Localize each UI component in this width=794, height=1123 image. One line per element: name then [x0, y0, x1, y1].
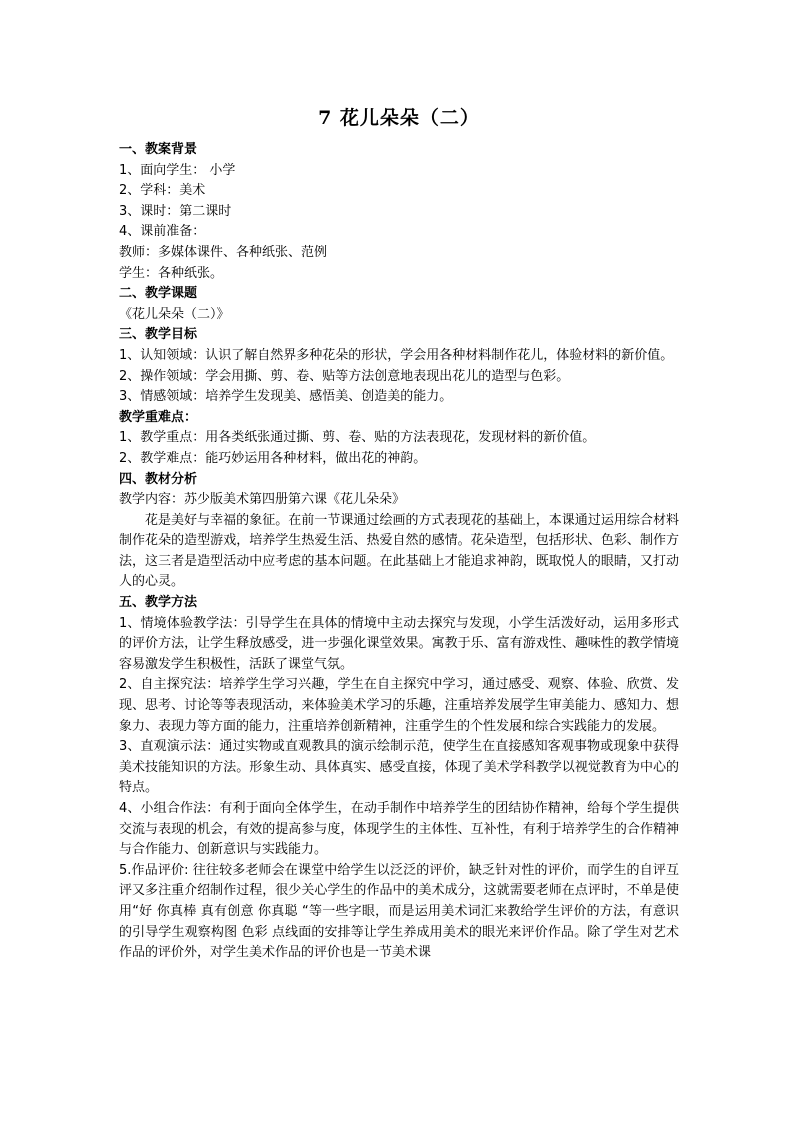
section-heading-methods: 五、教学方法	[119, 595, 198, 611]
method-self-inquiry: 2、自主探究法：培养学生学习兴趣，学生在自主探究中学习，通过感受、观察、体验、欣赏、发现、思考、讨论等等表现活动，来体验美术学习的乐趣，注重培养发展学生审美能力、感知力、想象力、表现力等方面的能力，注重培养创新精神，注重学生的个性发展和综合实践能力的发展。	[119, 677, 679, 734]
objective-operation: 2、操作领域：学会用撕、剪、卷、贴等方法创意地表现出花儿的造型与色彩。	[119, 368, 570, 384]
topic-line: 《花儿朵朵（二）》	[119, 306, 230, 322]
document-page	[119, 104, 679, 964]
teacher-prep-line: 教师：多媒体课件、各种纸张、范例	[119, 244, 328, 260]
section-heading-background: 一、教案背景	[119, 142, 198, 157]
method-situational: 1、情境体验教学法：引导学生在具体的情境中主动去探究与发现，小学生活泼好动，运用多形式的评价方法，让学生释放感受，进一步强化课堂效果。寓教于乐、富有游戏性、趣味性的教学情境容易激发学生积极性，活跃了课堂气氛。	[119, 615, 679, 672]
subject-line: 2、学科：美术	[119, 183, 206, 199]
section-heading-topic: 二、教学课题	[119, 286, 198, 302]
document-title: 7 花儿朵朵（二）	[318, 107, 480, 129]
method-work-evaluation: 5.作品评价: 往往较多老师会在课堂中给学生以泛泛的评价，缺乏针对性的评价，而学生的自评互评又多注重介绍制作过程，很少关心学生的作品中的美术成分，这就需要老师在点评时，不单是使用“好 你真棒 真有创意 你真聪 “等一些字眼，而是运用美术词汇来教给学生评价的方法，有意识的引导学生观察构图 色彩 点线面的安排等让学生养成用美术的眼光来评价作品。除了学生对艺术作品的评价外，对学生美术作品的评价也是一节美术课	[119, 862, 679, 961]
preparation-line: 4、课前准备：	[119, 224, 206, 240]
target-students-line: 1、面向学生： 小学	[119, 162, 236, 178]
material-analysis-paragraph: 花是美好与幸福的象征。在前一节课通过绘画的方式表现花的基础上，本课通过运用综合材料制作花朵的造型游戏，培养学生热爱生活、热爱自然的感情。花朵造型，包括形状、色彩、制作方法，这三者是造型活动中应考虑的基本问题。在此基础上才能追求神韵，既取悦人的眼睛，又打动人的心灵。	[119, 512, 679, 590]
difficult-point: 2、教学难点：能巧妙运用各种材料，做出花的神韵。	[119, 450, 427, 466]
section-heading-material-analysis: 四、教材分析	[119, 471, 198, 487]
method-group-cooperation: 4、小组合作法：有利于面向全体学生，在动手制作中培养学生的团结协作精神，给每个学生提供交流与表现的机会，有效的提高参与度，体现学生的主体性、互补性，有利于培养学生的合作精神与合作能力、创新意识与实践能力。	[119, 801, 679, 858]
teaching-content-line: 教学内容：苏少版美术第四册第六课《花儿朵朵》	[119, 492, 406, 508]
key-point: 1、教学重点：用各类纸张通过撕、剪、卷、贴的方法表现花，发现材料的新价值。	[119, 430, 596, 446]
section-heading-objectives: 三、教学目标	[119, 327, 198, 343]
subheading-key-points: 教学重难点：	[119, 409, 198, 425]
objective-emotion: 3、情感领域：培养学生发现美、感悟美、创造美的能力。	[119, 389, 453, 405]
method-demonstration: 3、直观演示法：通过实物或直观教具的演示绘制示范，使学生在直接感知客观事物或现象中获得美术技能知识的方法。形象生动、具体真实、感受直接，体现了美术学科教学以视觉教育为中心的特点。	[119, 739, 679, 796]
student-prep-line: 学生：各种纸张。	[119, 265, 224, 281]
objective-cognitive: 1、认知领域：认识了解自然界多种花朵的形状，学会用各种材料制作花儿，体验材料的新价值。	[119, 347, 674, 363]
class-hour-line: 3、课时：第二课时	[119, 203, 232, 219]
